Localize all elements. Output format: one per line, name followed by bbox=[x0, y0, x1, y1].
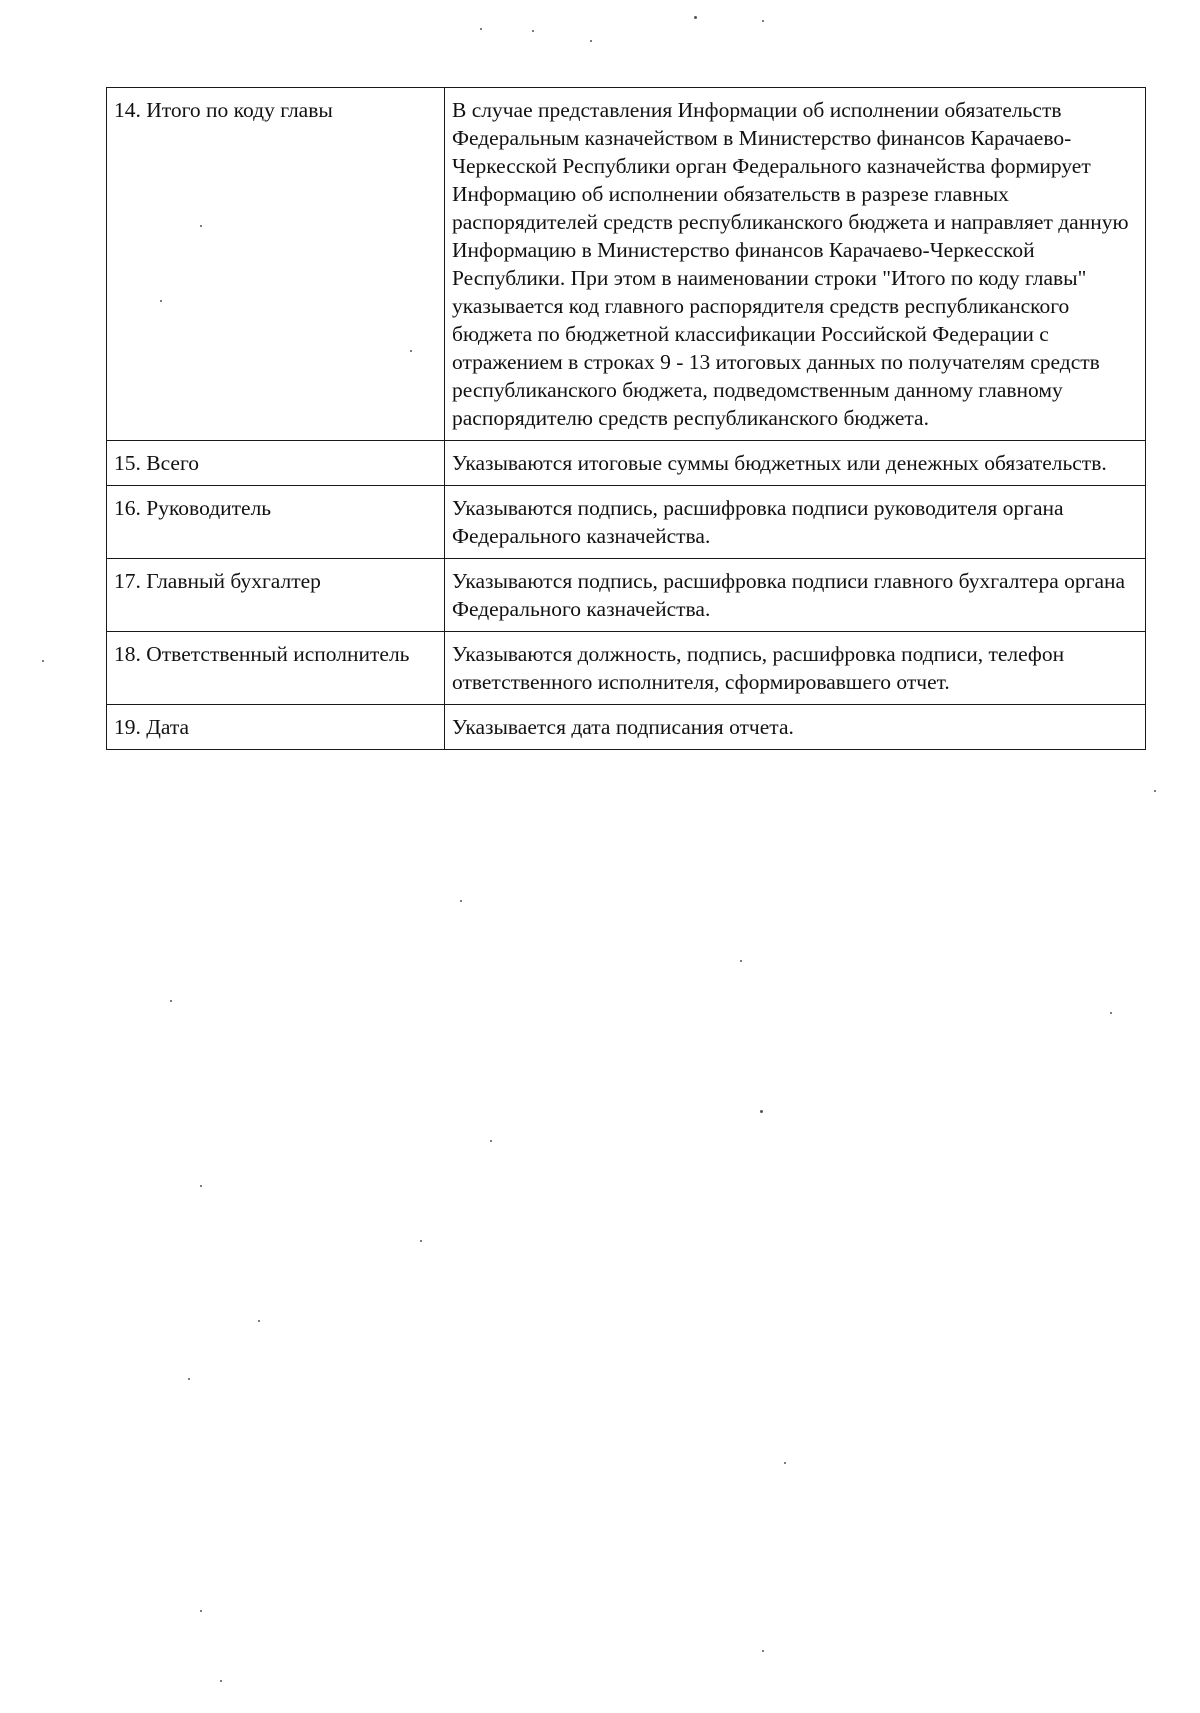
scan-speck bbox=[188, 1378, 190, 1380]
scan-speck bbox=[258, 1320, 260, 1322]
row-field-label: 14. Итого по коду главы bbox=[107, 88, 445, 441]
table-row bbox=[107, 88, 1146, 441]
row-description: Указываются подпись, расшифровка подписи главного бухгалтера органа Федерального казначейства. bbox=[445, 559, 1146, 632]
scan-speck bbox=[160, 300, 162, 302]
scan-speck bbox=[740, 960, 742, 962]
scan-speck bbox=[760, 1110, 763, 1113]
scan-speck bbox=[532, 30, 534, 32]
scan-speck bbox=[200, 1610, 202, 1612]
scan-speck bbox=[460, 900, 462, 902]
scan-speck bbox=[480, 28, 482, 30]
scan-speck bbox=[200, 225, 202, 227]
row-description: Указывается дата подписания отчета. bbox=[445, 705, 1146, 750]
scan-speck bbox=[762, 20, 764, 22]
instructions-table bbox=[106, 87, 1146, 750]
scan-speck bbox=[220, 1680, 222, 1682]
row-field-label: 16. Руководитель bbox=[107, 486, 445, 559]
scan-speck bbox=[762, 1650, 764, 1652]
row-description: Указываются подпись, расшифровка подписи руководителя органа Федерального казначейства. bbox=[445, 486, 1146, 559]
table-row bbox=[107, 559, 1146, 632]
scan-speck bbox=[490, 1140, 492, 1142]
table-row bbox=[107, 632, 1146, 705]
table-row bbox=[107, 705, 1146, 750]
scan-speck bbox=[784, 1462, 786, 1464]
row-description: В случае представления Информации об исполнении обязательств Федеральным казначейством в Министерство финансов Карачаево-Черкесской Республики орган Федерального казначейства формирует Информацию об исполнении обязательств в разрезе главных распорядителей средств республиканского бюджета и направляет данную Информацию в Министерство финансов Карачаево-Черкесской Республики. При этом в наименовании строки "Итого по коду главы" указывается код главного распорядителя средств республиканского бюджета по бюджетной классификации Российской Федерации с отражением в строках 9 - 13 итоговых данных по получателям средств республиканского бюджета, подведомственным данному главному распорядителю средств республиканского бюджета. bbox=[445, 88, 1146, 441]
scan-speck bbox=[170, 1000, 172, 1002]
row-description: Указываются итоговые суммы бюджетных или денежных обязательств. bbox=[445, 441, 1146, 486]
row-field-label: 18. Ответственный исполнитель bbox=[107, 632, 445, 705]
row-field-label: 17. Главный бухгалтер bbox=[107, 559, 445, 632]
table-row bbox=[107, 486, 1146, 559]
scan-speck bbox=[420, 1240, 422, 1242]
scan-speck bbox=[200, 1185, 202, 1187]
scan-speck bbox=[694, 16, 697, 19]
table-row bbox=[107, 441, 1146, 486]
scan-speck bbox=[410, 350, 412, 352]
scan-speck bbox=[590, 40, 592, 42]
scan-speck bbox=[42, 660, 44, 662]
row-description: Указываются должность, подпись, расшифровка подписи, телефон ответственного исполнителя, сформировавшего отчет. bbox=[445, 632, 1146, 705]
row-field-label: 19. Дата bbox=[107, 705, 445, 750]
scan-speck bbox=[1110, 1012, 1112, 1014]
row-field-label: 15. Всего bbox=[107, 441, 445, 486]
scan-speck bbox=[1154, 790, 1156, 792]
